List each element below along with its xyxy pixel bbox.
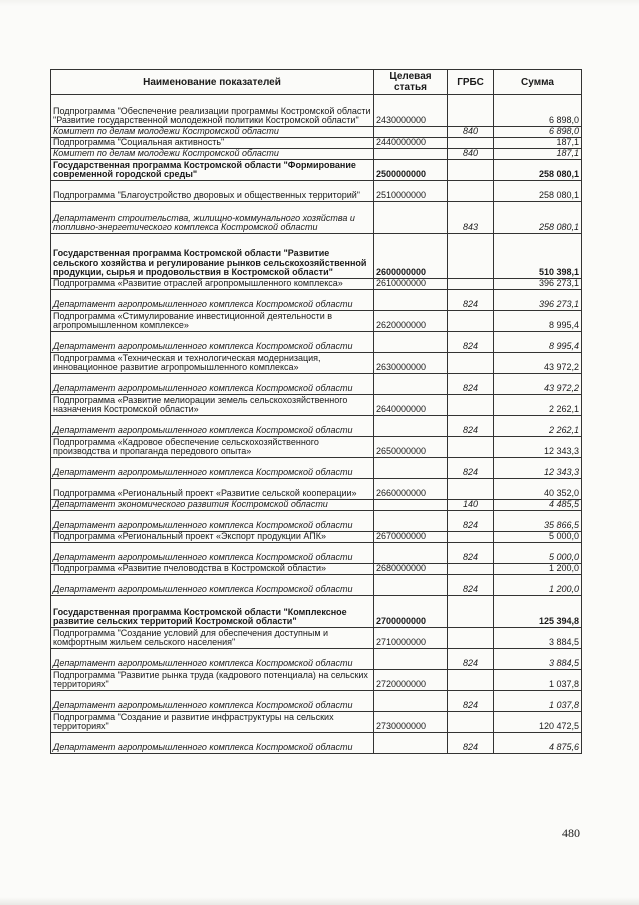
row-name-cell: Департамент строительства, жилищно-коммунального хозяйства и топливно-энергетического комплекса Костромской области <box>51 202 374 234</box>
row-code-cell <box>374 575 448 596</box>
row-name-cell: Подпрограмма «Региональный проект «Экспорт продукции АПК» <box>51 532 374 543</box>
row-sum-cell: 510 398,1 <box>494 234 582 279</box>
row-code-cell: 2600000000 <box>374 234 448 279</box>
row-name-cell: Департамент агропромышленного комплекса Костромской области <box>51 458 374 479</box>
row-sum-cell: 40 352,0 <box>494 479 582 500</box>
row-sum-cell: 5 000,0 <box>494 543 582 564</box>
table-body <box>51 95 582 754</box>
row-sum-cell: 2 262,1 <box>494 395 582 416</box>
department-row <box>51 500 582 511</box>
row-name-cell: Государственная программа Костромской области "Развитие сельского хозяйства и регулирование рынков сельскохозяйственной продукции, сырья и продовольствия в Костромской области" <box>51 234 374 279</box>
row-name-cell: Государственная программа Костромской области "Комплексное развитие сельских территорий Костромской области" <box>51 596 374 628</box>
row-name-cell: Подпрограмма "Создание условий для обеспечения доступным и комфортным жильем сельского населения" <box>51 628 374 649</box>
row-sum-cell: 187,1 <box>494 149 582 160</box>
department-row <box>51 202 582 234</box>
department-row <box>51 733 582 754</box>
row-name-cell: Департамент агропромышленного комплекса Костромской области <box>51 416 374 437</box>
row-name-cell: Департамент агропромышленного комплекса Костромской области <box>51 290 374 311</box>
row-grbs-cell <box>448 160 494 181</box>
row-code-cell <box>374 649 448 670</box>
row-code-cell: 2430000000 <box>374 95 448 127</box>
row-grbs-cell: 840 <box>448 149 494 160</box>
row-sum-cell: 3 884,5 <box>494 649 582 670</box>
row-sum-cell: 43 972,2 <box>494 353 582 374</box>
row-code-cell: 2440000000 <box>374 138 448 149</box>
row-code-cell: 2710000000 <box>374 628 448 649</box>
row-sum-cell: 1 200,0 <box>494 564 582 575</box>
row-name-cell: Подпрограмма «Региональный проект «Развитие сельской кооперации» <box>51 479 374 500</box>
header-name: Наименование показателей <box>51 70 374 95</box>
row-name-cell: Департамент агропромышленного комплекса Костромской области <box>51 543 374 564</box>
row-name-cell: Подпрограмма "Развитие рынка труда (кадрового потенциала) на сельских территориях" <box>51 670 374 691</box>
row-name-cell: Подпрограмма «Техническая и технологическая модернизация, инновационное развитие агропромышленного комплекса» <box>51 353 374 374</box>
row-sum-cell: 4 485,5 <box>494 500 582 511</box>
department-row <box>51 649 582 670</box>
row-code-cell <box>374 543 448 564</box>
subprogram-row <box>51 670 582 691</box>
row-code-cell: 2630000000 <box>374 353 448 374</box>
department-row <box>51 374 582 395</box>
row-code-cell: 2610000000 <box>374 279 448 290</box>
row-name-cell: Подпрограмма «Развитие отраслей агропромышленного комплекса» <box>51 279 374 290</box>
row-grbs-cell <box>448 234 494 279</box>
department-row <box>51 575 582 596</box>
row-sum-cell: 6 898,0 <box>494 127 582 138</box>
program-row <box>51 160 582 181</box>
subprogram-row <box>51 353 582 374</box>
row-sum-cell: 396 273,1 <box>494 290 582 311</box>
row-sum-cell: 258 080,1 <box>494 160 582 181</box>
row-grbs-cell: 824 <box>448 458 494 479</box>
row-grbs-cell: 824 <box>448 691 494 712</box>
row-sum-cell: 120 472,5 <box>494 712 582 733</box>
row-sum-cell: 5 000,0 <box>494 532 582 543</box>
header-code: Целевая статья <box>374 70 448 95</box>
row-grbs-cell <box>448 670 494 691</box>
row-sum-cell: 35 866,5 <box>494 511 582 532</box>
row-grbs-cell <box>448 181 494 202</box>
row-code-cell <box>374 691 448 712</box>
subprogram-row <box>51 181 582 202</box>
budget-table <box>50 69 582 754</box>
department-row <box>51 691 582 712</box>
row-sum-cell: 187,1 <box>494 138 582 149</box>
row-code-cell <box>374 332 448 353</box>
row-code-cell: 2720000000 <box>374 670 448 691</box>
row-name-cell: Департамент агропромышленного комплекса Костромской области <box>51 511 374 532</box>
row-grbs-cell: 824 <box>448 290 494 311</box>
row-name-cell: Подпрограмма "Обеспечение реализации программы Костромской области "Развитие государственной молодежной политики Костромской области" <box>51 95 374 127</box>
row-name-cell: Департамент экономического развития Костромской области <box>51 500 374 511</box>
program-row <box>51 234 582 279</box>
row-name-cell: Департамент агропромышленного комплекса Костромской области <box>51 733 374 754</box>
row-code-cell: 2730000000 <box>374 712 448 733</box>
subprogram-row <box>51 138 582 149</box>
row-code-cell <box>374 416 448 437</box>
row-name-cell: Подпрограмма "Создание и развитие инфраструктуры на сельских территориях" <box>51 712 374 733</box>
row-sum-cell: 3 884,5 <box>494 628 582 649</box>
row-grbs-cell <box>448 279 494 290</box>
row-code-cell: 2670000000 <box>374 532 448 543</box>
department-row <box>51 127 582 138</box>
subprogram-row <box>51 564 582 575</box>
row-grbs-cell <box>448 311 494 332</box>
subprogram-row <box>51 395 582 416</box>
row-grbs-cell <box>448 712 494 733</box>
row-grbs-cell: 843 <box>448 202 494 234</box>
subprogram-row <box>51 437 582 458</box>
row-name-cell: Подпрограмма "Благоустройство дворовых и общественных территорий" <box>51 181 374 202</box>
table-header-row <box>51 70 582 95</box>
row-sum-cell: 258 080,1 <box>494 202 582 234</box>
department-row <box>51 149 582 160</box>
row-sum-cell: 8 995,4 <box>494 332 582 353</box>
row-grbs-cell: 824 <box>448 416 494 437</box>
row-name-cell: Подпрограмма «Развитие пчеловодства в Костромской области» <box>51 564 374 575</box>
row-sum-cell: 12 343,3 <box>494 458 582 479</box>
row-name-cell: Департамент агропромышленного комплекса Костромской области <box>51 332 374 353</box>
row-sum-cell: 396 273,1 <box>494 279 582 290</box>
row-grbs-cell: 840 <box>448 127 494 138</box>
department-row <box>51 543 582 564</box>
row-code-cell <box>374 733 448 754</box>
row-name-cell: Подпрограмма «Кадровое обеспечение сельскохозяйственного производства и пропаганда передового опыта» <box>51 437 374 458</box>
row-sum-cell: 1 037,8 <box>494 670 582 691</box>
row-code-cell: 2500000000 <box>374 160 448 181</box>
row-grbs-cell <box>448 479 494 500</box>
row-name-cell: Подпрограмма «Развитие мелиорации земель сельскохозяйственного назначения Костромской области» <box>51 395 374 416</box>
row-code-cell: 2640000000 <box>374 395 448 416</box>
program-row <box>51 596 582 628</box>
row-code-cell: 2660000000 <box>374 479 448 500</box>
row-code-cell <box>374 511 448 532</box>
subprogram-row <box>51 279 582 290</box>
row-code-cell <box>374 500 448 511</box>
row-grbs-cell <box>448 95 494 127</box>
row-name-cell: Департамент агропромышленного комплекса Костромской области <box>51 374 374 395</box>
row-name-cell: Подпрограмма «Стимулирование инвестиционной деятельности в агропромышленном комплексе» <box>51 311 374 332</box>
header-sum: Сумма <box>494 70 582 95</box>
subprogram-row <box>51 712 582 733</box>
row-name-cell: Комитет по делам молодежи Костромской области <box>51 149 374 160</box>
subprogram-row <box>51 95 582 127</box>
row-grbs-cell <box>448 596 494 628</box>
department-row <box>51 416 582 437</box>
row-code-cell <box>374 374 448 395</box>
row-sum-cell: 4 875,6 <box>494 733 582 754</box>
row-grbs-cell: 824 <box>448 733 494 754</box>
row-sum-cell: 125 394,8 <box>494 596 582 628</box>
row-grbs-cell: 824 <box>448 374 494 395</box>
row-grbs-cell: 824 <box>448 575 494 596</box>
row-grbs-cell: 824 <box>448 649 494 670</box>
row-grbs-cell <box>448 532 494 543</box>
subprogram-row <box>51 628 582 649</box>
row-code-cell <box>374 149 448 160</box>
row-sum-cell: 2 262,1 <box>494 416 582 437</box>
row-grbs-cell: 824 <box>448 511 494 532</box>
row-sum-cell: 1 037,8 <box>494 691 582 712</box>
row-name-cell: Департамент агропромышленного комплекса Костромской области <box>51 575 374 596</box>
row-grbs-cell <box>448 138 494 149</box>
department-row <box>51 511 582 532</box>
department-row <box>51 332 582 353</box>
row-grbs-cell: 140 <box>448 500 494 511</box>
row-grbs-cell <box>448 395 494 416</box>
row-code-cell: 2700000000 <box>374 596 448 628</box>
row-sum-cell: 1 200,0 <box>494 575 582 596</box>
row-code-cell: 2680000000 <box>374 564 448 575</box>
row-grbs-cell <box>448 564 494 575</box>
row-code-cell <box>374 202 448 234</box>
row-grbs-cell <box>448 437 494 458</box>
row-sum-cell: 43 972,2 <box>494 374 582 395</box>
row-code-cell <box>374 458 448 479</box>
row-grbs-cell: 824 <box>448 332 494 353</box>
row-name-cell: Государственная программа Костромской области "Формирование современной городской среды" <box>51 160 374 181</box>
row-code-cell: 2650000000 <box>374 437 448 458</box>
row-name-cell: Департамент агропромышленного комплекса Костромской области <box>51 649 374 670</box>
row-name-cell: Комитет по делам молодежи Костромской области <box>51 127 374 138</box>
row-code-cell: 2620000000 <box>374 311 448 332</box>
row-code-cell <box>374 127 448 138</box>
department-row <box>51 458 582 479</box>
header-grbs: ГРБС <box>448 70 494 95</box>
row-sum-cell: 6 898,0 <box>494 95 582 127</box>
row-grbs-cell <box>448 628 494 649</box>
row-grbs-cell: 824 <box>448 543 494 564</box>
row-grbs-cell <box>448 353 494 374</box>
subprogram-row <box>51 479 582 500</box>
subprogram-row <box>51 532 582 543</box>
row-sum-cell: 12 343,3 <box>494 437 582 458</box>
subprogram-row <box>51 311 582 332</box>
row-code-cell <box>374 290 448 311</box>
row-sum-cell: 8 995,4 <box>494 311 582 332</box>
row-sum-cell: 258 080,1 <box>494 181 582 202</box>
row-name-cell: Департамент агропромышленного комплекса Костромской области <box>51 691 374 712</box>
row-code-cell: 2510000000 <box>374 181 448 202</box>
row-name-cell: Подпрограмма "Социальная активность" <box>51 138 374 149</box>
department-row <box>51 290 582 311</box>
page-number: 480 <box>562 826 580 840</box>
